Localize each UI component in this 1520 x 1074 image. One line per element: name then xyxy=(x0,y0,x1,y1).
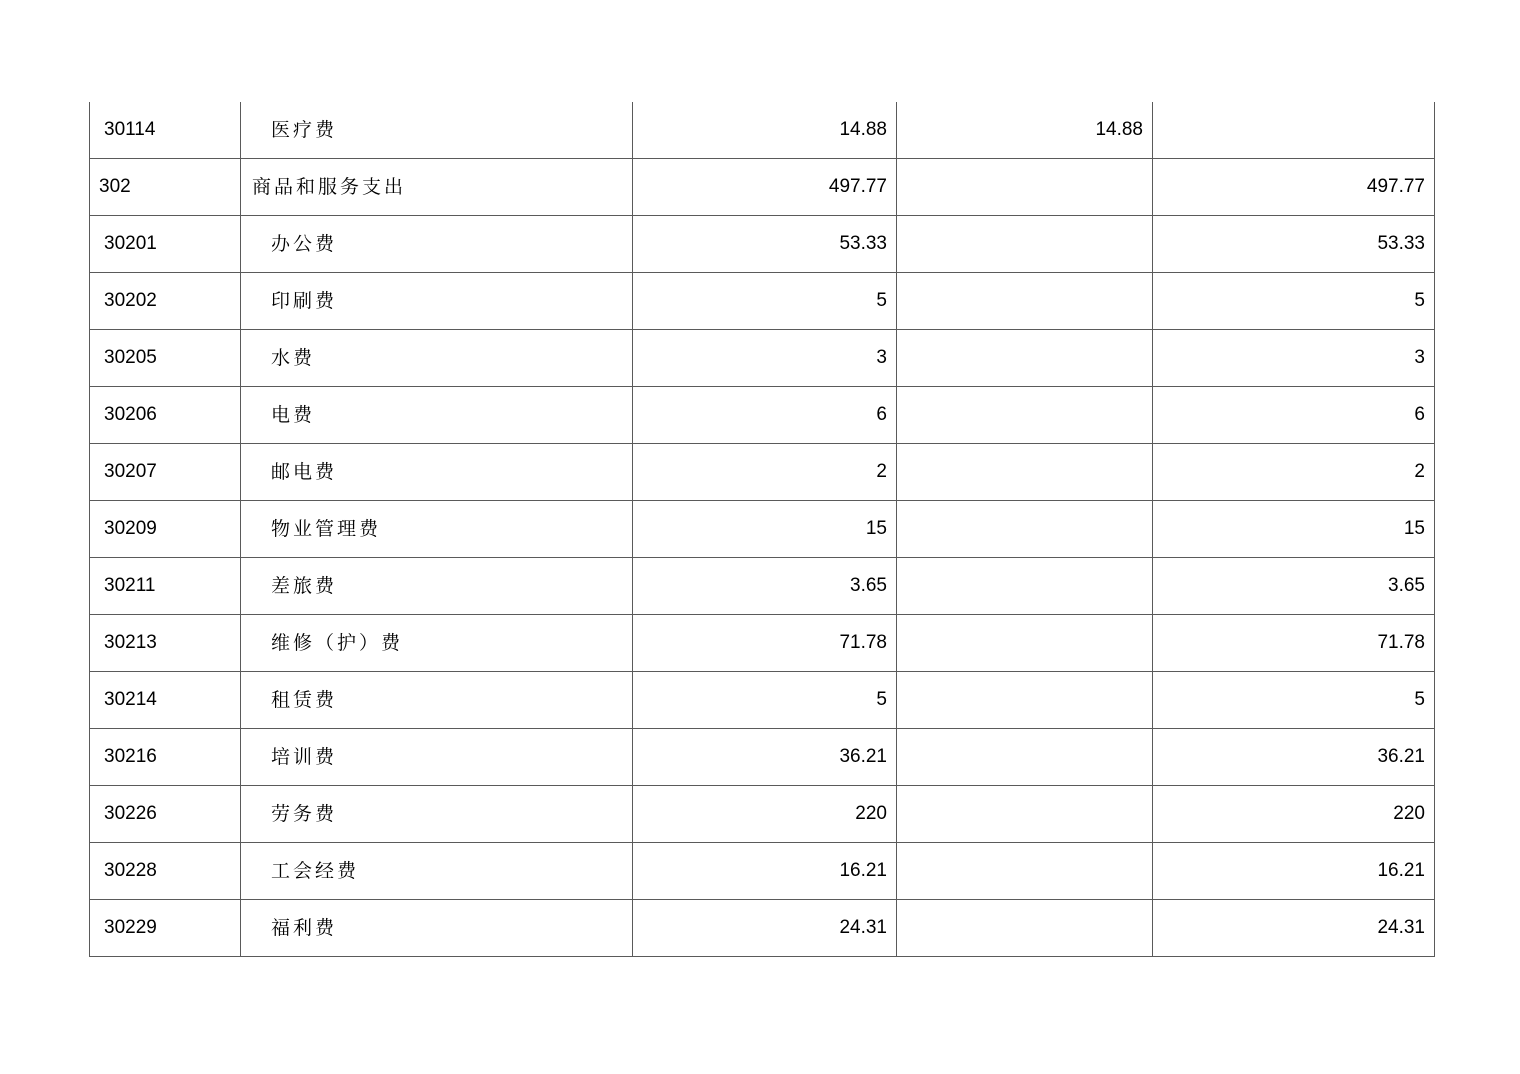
account-name-cell: 劳务费 xyxy=(241,786,633,843)
total-amount-cell: 15 xyxy=(633,501,897,558)
account-code-cell: 30202 xyxy=(90,273,241,330)
project-expense-cell: 6 xyxy=(1153,387,1435,444)
total-amount-cell: 36.21 xyxy=(633,729,897,786)
account-name-cell: 印刷费 xyxy=(241,273,633,330)
account-name-cell: 工会经费 xyxy=(241,843,633,900)
table-row xyxy=(90,444,1435,501)
account-code-cell: 30229 xyxy=(90,900,241,957)
basic-expense-cell xyxy=(897,330,1153,387)
basic-expense-cell xyxy=(897,501,1153,558)
table-row xyxy=(90,786,1435,843)
project-expense-cell: 2 xyxy=(1153,444,1435,501)
account-code-cell: 30205 xyxy=(90,330,241,387)
table-row xyxy=(90,900,1435,957)
account-code-cell: 30216 xyxy=(90,729,241,786)
account-name-cell: 福利费 xyxy=(241,900,633,957)
table-row xyxy=(90,387,1435,444)
total-amount-cell: 6 xyxy=(633,387,897,444)
total-amount-cell: 53.33 xyxy=(633,216,897,273)
account-name-cell: 医疗费 xyxy=(241,102,633,159)
basic-expense-cell xyxy=(897,729,1153,786)
project-expense-cell: 5 xyxy=(1153,273,1435,330)
account-code-cell: 30207 xyxy=(90,444,241,501)
basic-expense-cell xyxy=(897,444,1153,501)
project-expense-cell: 3 xyxy=(1153,330,1435,387)
table-row xyxy=(90,159,1435,216)
total-amount-cell: 14.88 xyxy=(633,102,897,159)
basic-expense-cell xyxy=(897,273,1153,330)
project-expense-cell: 220 xyxy=(1153,786,1435,843)
account-code-cell: 30114 xyxy=(90,102,241,159)
account-name-cell: 物业管理费 xyxy=(241,501,633,558)
basic-expense-cell xyxy=(897,558,1153,615)
account-name-cell: 水费 xyxy=(241,330,633,387)
total-amount-cell: 16.21 xyxy=(633,843,897,900)
account-code-cell: 30209 xyxy=(90,501,241,558)
account-name-cell: 维修（护）费 xyxy=(241,615,633,672)
budget-table-body xyxy=(90,102,1435,957)
account-name-cell: 办公费 xyxy=(241,216,633,273)
account-code-cell: 30213 xyxy=(90,615,241,672)
account-name-cell: 租赁费 xyxy=(241,672,633,729)
account-code-cell: 30206 xyxy=(90,387,241,444)
project-expense-cell xyxy=(1153,102,1435,159)
table-row xyxy=(90,273,1435,330)
basic-expense-cell xyxy=(897,786,1153,843)
project-expense-cell: 53.33 xyxy=(1153,216,1435,273)
account-code-cell: 30226 xyxy=(90,786,241,843)
total-amount-cell: 5 xyxy=(633,672,897,729)
total-amount-cell: 497.77 xyxy=(633,159,897,216)
account-name-cell: 邮电费 xyxy=(241,444,633,501)
table-row xyxy=(90,558,1435,615)
project-expense-cell: 71.78 xyxy=(1153,615,1435,672)
total-amount-cell: 220 xyxy=(633,786,897,843)
account-code-cell: 302 xyxy=(90,159,241,216)
basic-expense-cell: 14.88 xyxy=(897,102,1153,159)
account-name-cell: 电费 xyxy=(241,387,633,444)
total-amount-cell: 71.78 xyxy=(633,615,897,672)
table-row xyxy=(90,501,1435,558)
table-row xyxy=(90,843,1435,900)
project-expense-cell: 36.21 xyxy=(1153,729,1435,786)
project-expense-cell: 3.65 xyxy=(1153,558,1435,615)
table-row xyxy=(90,729,1435,786)
table-row xyxy=(90,102,1435,159)
table-row xyxy=(90,672,1435,729)
basic-expense-cell xyxy=(897,216,1153,273)
account-code-cell: 30228 xyxy=(90,843,241,900)
basic-expense-cell xyxy=(897,387,1153,444)
account-name-cell: 培训费 xyxy=(241,729,633,786)
basic-expense-cell xyxy=(897,159,1153,216)
total-amount-cell: 5 xyxy=(633,273,897,330)
account-code-cell: 30201 xyxy=(90,216,241,273)
project-expense-cell: 24.31 xyxy=(1153,900,1435,957)
project-expense-cell: 497.77 xyxy=(1153,159,1435,216)
account-name-cell: 差旅费 xyxy=(241,558,633,615)
project-expense-cell: 16.21 xyxy=(1153,843,1435,900)
total-amount-cell: 3.65 xyxy=(633,558,897,615)
basic-expense-cell xyxy=(897,672,1153,729)
basic-expense-cell xyxy=(897,900,1153,957)
basic-expense-cell xyxy=(897,843,1153,900)
account-code-cell: 30211 xyxy=(90,558,241,615)
project-expense-cell: 5 xyxy=(1153,672,1435,729)
total-amount-cell: 3 xyxy=(633,330,897,387)
project-expense-cell: 15 xyxy=(1153,501,1435,558)
total-amount-cell: 24.31 xyxy=(633,900,897,957)
table-row xyxy=(90,330,1435,387)
table-row xyxy=(90,615,1435,672)
table-row xyxy=(90,216,1435,273)
budget-table xyxy=(89,102,1435,957)
account-name-cell: 商品和服务支出 xyxy=(241,159,633,216)
account-code-cell: 30214 xyxy=(90,672,241,729)
basic-expense-cell xyxy=(897,615,1153,672)
total-amount-cell: 2 xyxy=(633,444,897,501)
